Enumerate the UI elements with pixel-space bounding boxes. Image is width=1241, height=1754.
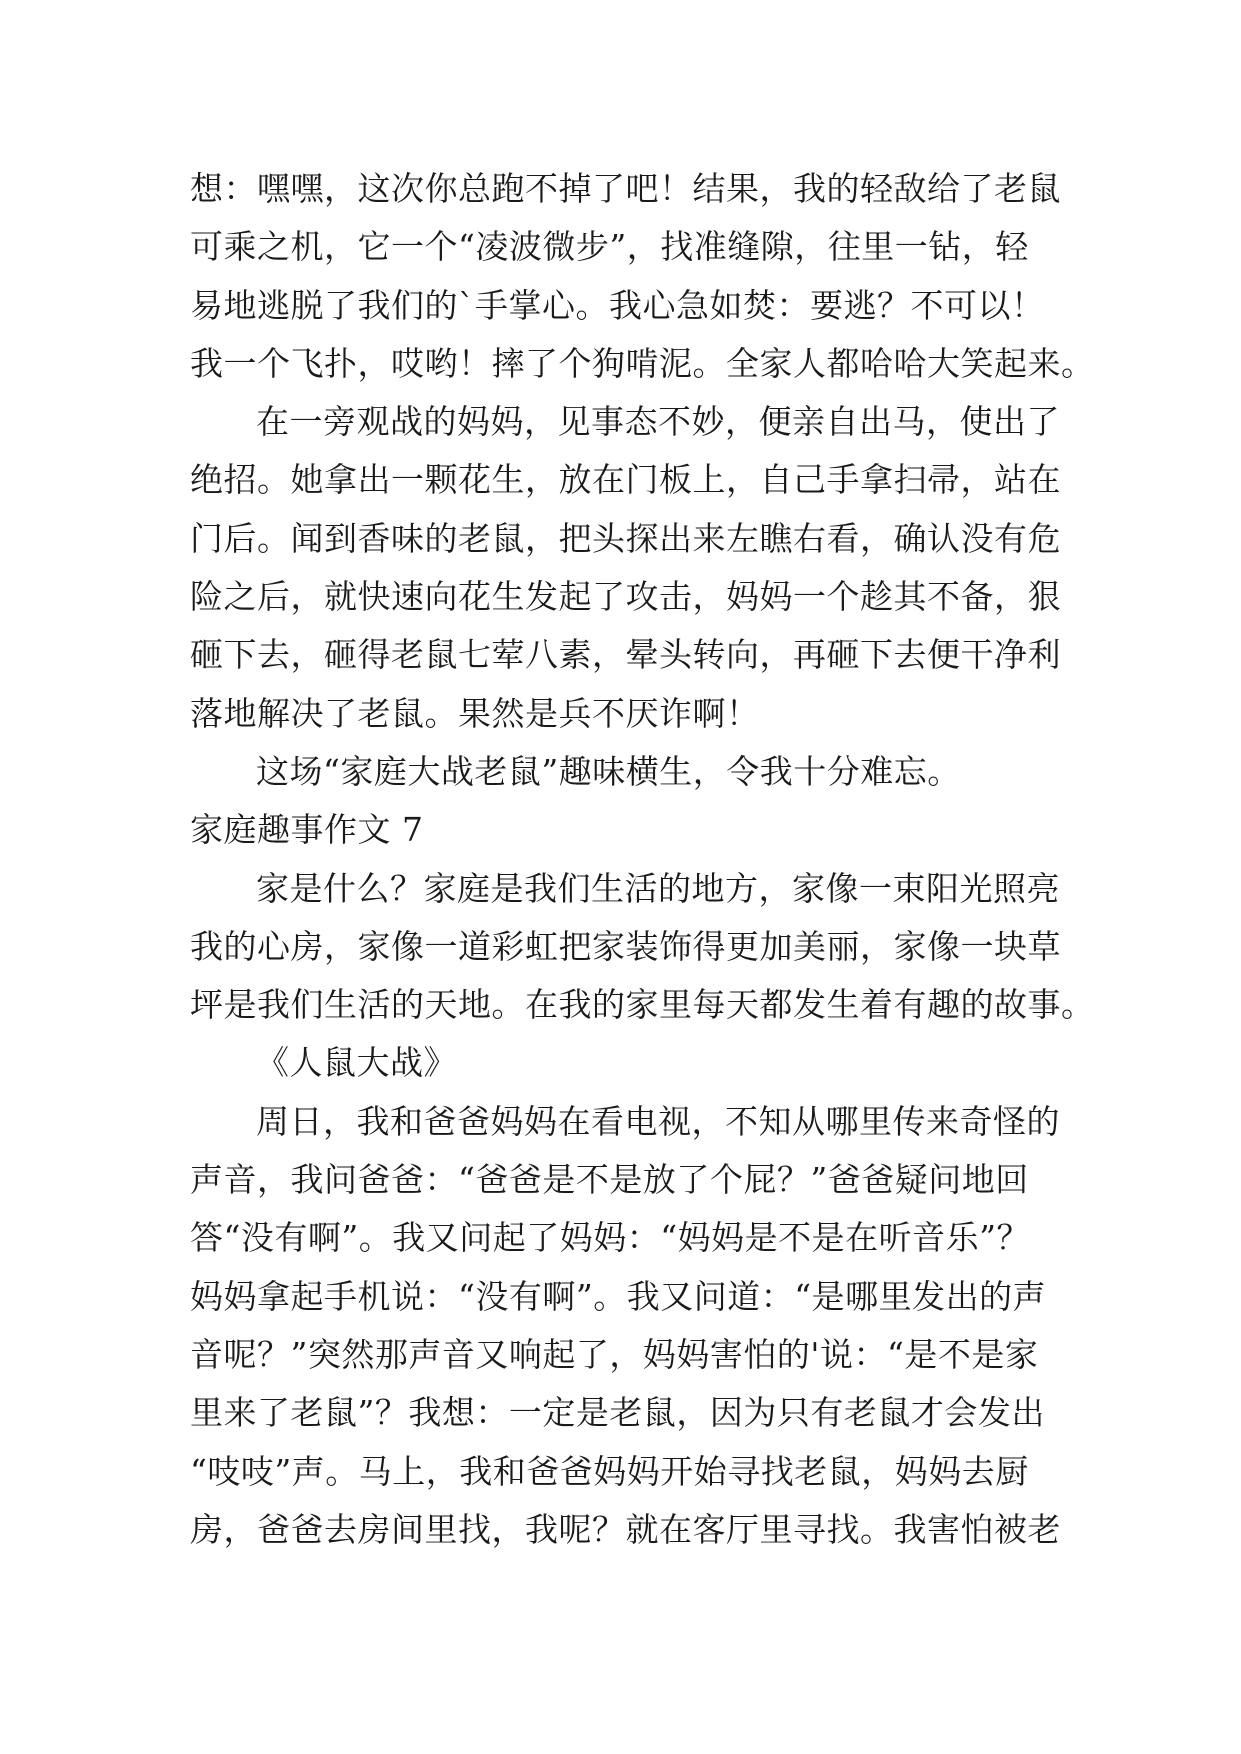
paragraph-start-line-5: 在一旁观战的妈妈，见事态不妙，便亲自出马，使出了 [256, 402, 1060, 442]
text-line-8: 险之后，就快速向花生发起了攻击，妈妈一个趁其不备，狠 [190, 577, 1061, 617]
section-heading: 家庭趣事作文 7 [190, 810, 424, 850]
text-line-9: 砸下去，砸得老鼠七荤八素，晕头转向，再砸下去便干净利 [190, 635, 1061, 675]
story-title: 《人鼠大战》 [256, 1043, 457, 1083]
paragraph-start-line-13: 家是什么？家庭是我们生活的地方，家像一束阳光照亮 [256, 868, 1060, 908]
text-line-4: 我一个飞扑，哎哟！摔了个狗啃泥。全家人都哈哈大笑起来。 [190, 343, 1095, 383]
text-line-7: 门后。闻到香味的老鼠，把头探出来左瞧右看，确认没有危 [190, 518, 1061, 558]
text-line-2: 可乘之机，它一个“凌波微步”，找准缝隙，往里一钻，轻 [190, 227, 1029, 267]
text-line-6: 绝招。她拿出一颗花生，放在门板上，自己手拿扫帚，站在 [190, 460, 1061, 500]
text-line-22: 里来了老鼠”？我想：一定是老鼠，因为只有老鼠才会发出 [190, 1393, 1045, 1433]
text-line-15: 坪是我们生活的天地。在我的家里每天都发生着有趣的故事。 [190, 985, 1095, 1025]
text-line-18: 声音，我问爸爸：“爸爸是不是放了个屁？”爸爸疑问地回 [190, 1160, 1029, 1200]
text-line-19: 答“没有啊”。我又问起了妈妈：“妈妈是不是在听音乐”？ [190, 1218, 1030, 1258]
paragraph-start-line-11: 这场“家庭大战老鼠”趣味横生，令我十分难忘。 [256, 751, 961, 791]
paragraph-start-line-17: 周日，我和爸爸妈妈在看电视，不知从哪里传来奇怪的 [256, 1101, 1060, 1141]
text-line-10: 落地解决了老鼠。果然是兵不厌诈啊！ [190, 693, 760, 733]
text-line-20: 妈妈拿起手机说：“没有啊”。我又问道：“是哪里发出的声 [190, 1276, 1047, 1316]
text-line-1: 想：嘿嘿，这次你总跑不掉了吧！结果，我的轻敌给了老鼠 [190, 169, 1061, 208]
text-line-23: “吱吱”声。马上，我和爸爸妈妈开始寻找老鼠，妈妈去厨 [190, 1451, 1029, 1491]
text-line-14: 我的心房，家像一道彩虹把家装饰得更加美丽，家像一块草 [190, 926, 1061, 966]
text-line-24: 房，爸爸去房间里找，我呢？就在客厅里寻找。我害怕被老 [190, 1509, 1061, 1549]
text-line-21: 音呢？”突然那声音又响起了，妈妈害怕的'说：“是不是家 [190, 1334, 1039, 1374]
essay-text [190, 160, 1095, 1559]
text-line-3: 易地逃脱了我们的`手掌心。我心急如焚：要逃？不可以！ [190, 285, 1045, 325]
